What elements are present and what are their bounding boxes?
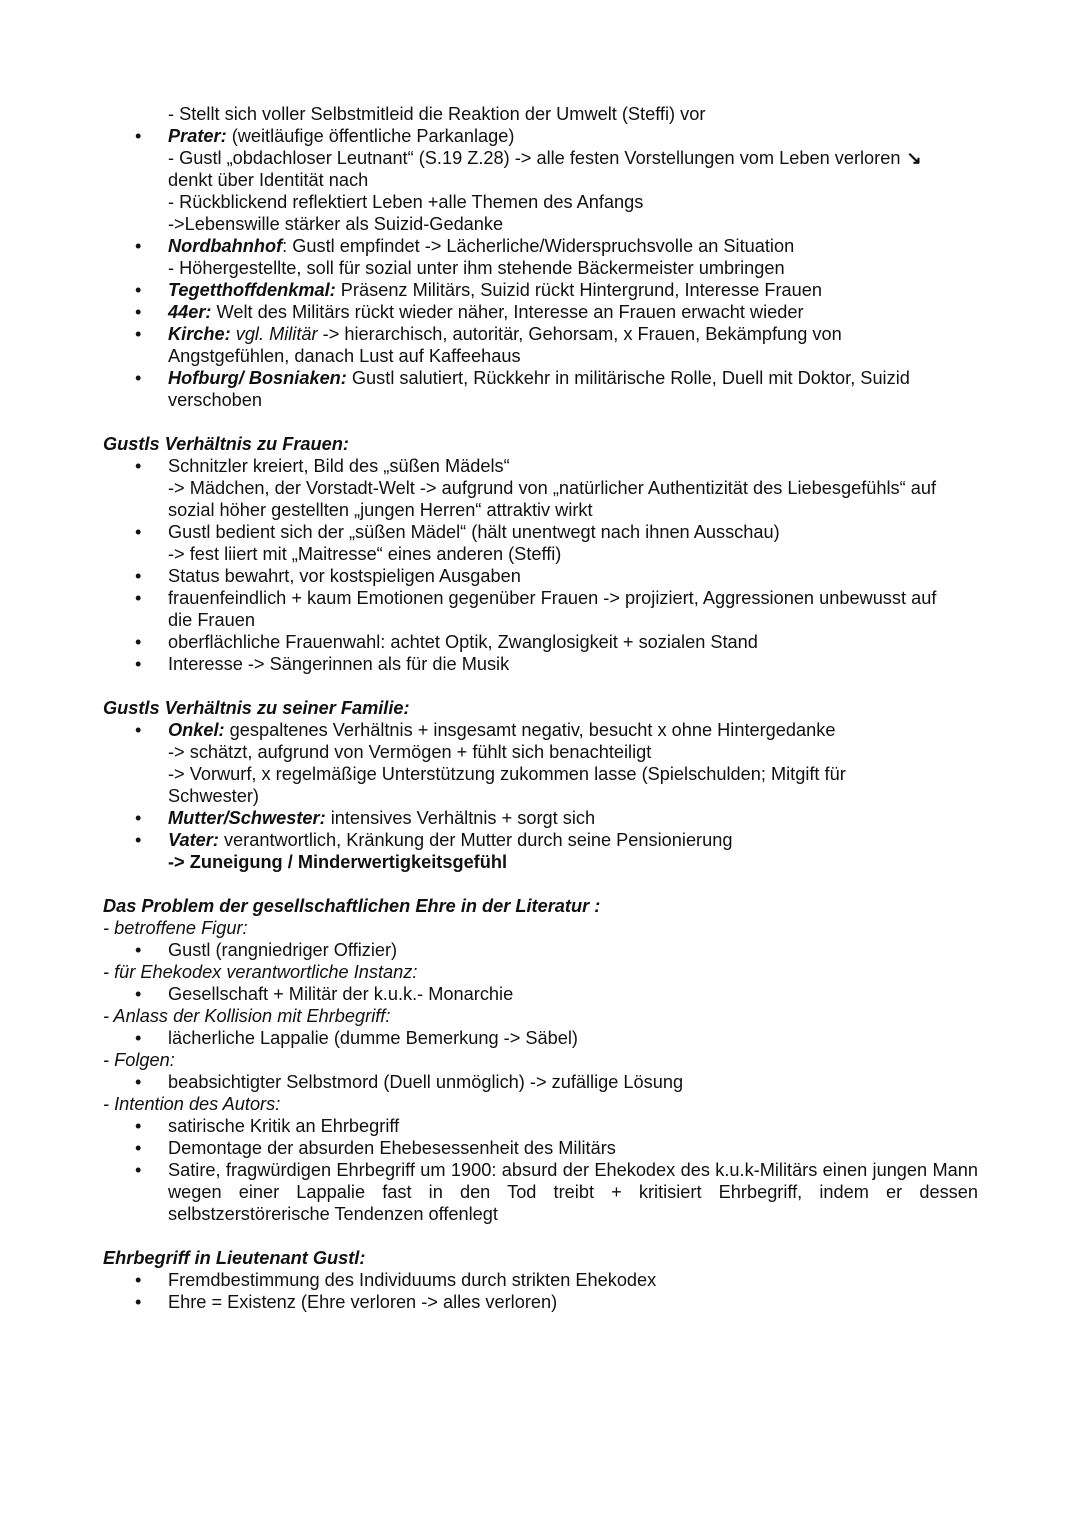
frauen-list xyxy=(103,455,978,675)
list-item: • Gustl (rangniedriger Offizier) xyxy=(103,939,978,961)
term-text: Welt des Militärs rückt wieder näher, Interesse an Frauen erwacht wieder xyxy=(211,302,804,322)
text-line: Angstgefühlen, danach Lust auf Kaffeehaus xyxy=(168,346,521,366)
text-line: - Stellt sich voller Selbstmitleid die Reaktion der Umwelt (Steffi) vor xyxy=(168,104,706,124)
list-item: • frauenfeindlich + kaum Emotionen gegenüber Frauen -> projiziert, Aggressionen unbewusst auf die Frauen xyxy=(103,587,978,631)
term-emphasis: vgl. Militär xyxy=(230,324,318,344)
section-heading-frauen: Gustls Verhältnis zu Frauen: xyxy=(103,434,349,454)
text-line: - Gustl „obdachloser Leutnant“ (S.19 Z.28) -> alle festen Vorstellungen vom Leben verloren xyxy=(168,148,901,168)
group-label: - Intention des Autors: xyxy=(103,1094,281,1114)
section-heading-familie: Gustls Verhältnis zu seiner Familie: xyxy=(103,698,410,718)
text-line: ->Lebenswille stärker als Suizid-Gedanke xyxy=(168,214,504,234)
list-item: • Ehre = Existenz (Ehre verloren -> alles verloren) xyxy=(103,1291,978,1313)
list-item: • lächerliche Lappalie (dumme Bemerkung -> Säbel) xyxy=(103,1027,978,1049)
list-item: • satirische Kritik an Ehrbegriff xyxy=(103,1115,978,1137)
locations-list xyxy=(103,103,978,411)
term-text: (weitläufige öffentliche Parkanlage) xyxy=(226,126,515,146)
list-item: • Interesse -> Sängerinnen als für die Musik xyxy=(103,653,978,675)
list-item: • Fremdbestimmung des Individuums durch strikten Ehekodex xyxy=(103,1269,978,1291)
list-item: • Schnitzler kreiert, Bild des „süßen Mädels“ -> Mädchen, der Vorstadt-Welt -> aufgrund von „natürlicher Authentizität des Liebesgefühls“ auf sozial höher gestellten „jungen Herren“ attraktiv wirkt xyxy=(103,455,978,521)
list-item: • Satire, fragwürdigen Ehrbegriff um 1900: absurd der Ehekodex des k.u.k-Militärs einen jungen Mann wegen einer Lappalie fast in den Tod treibt + kritisiert Ehrbegriff, indem er dessen selbstzerstörerische Tendenzen offenlegt xyxy=(103,1159,978,1225)
conclusion-line: -> Zuneigung / Minderwertigkeitsgefühl xyxy=(168,852,508,872)
term-label: Prater: xyxy=(168,126,227,146)
term-label: Onkel: xyxy=(168,720,225,740)
arrow-down-right-icon: ↘ xyxy=(906,148,922,168)
list-item-44er xyxy=(103,301,978,323)
term-text: Gustl salutiert, Rückkehr in militärische Rolle, Duell mit Doktor, Suizid xyxy=(346,368,910,388)
list-item-kirche xyxy=(103,323,978,367)
term-text: Präsenz Militärs, Suizid rückt Hintergrund, Interesse Frauen xyxy=(335,280,822,300)
list-item-onkel: • Onkel: gespaltenes Verhältnis + insgesamt negativ, besucht x ohne Hintergedanke -> schätzt, aufgrund von Vermögen + fühlt sich benachteiligt -> Vorwurf, x regelmäßige Unterstützung zukommen lasse (Spielschulden; Mitgift für Schwester) xyxy=(103,719,978,807)
list-item: • Demontage der absurden Ehebesessenheit des Militärs xyxy=(103,1137,978,1159)
list-item-vater xyxy=(103,829,978,873)
list-item-nordbahnhof xyxy=(103,235,978,279)
text-line: - Rückblickend reflektiert Leben +alle Themen des Anfangs xyxy=(168,192,644,212)
text-line: denkt über Identität nach xyxy=(168,170,369,190)
list-item-prater xyxy=(103,125,978,235)
list-item xyxy=(103,103,978,125)
familie-list xyxy=(103,719,978,873)
term-label: Tegetthoffdenkmal: xyxy=(168,280,336,300)
term-text: : Gustl empfindet -> Lächerliche/Widerspruchsvolle an Situation xyxy=(282,236,795,256)
list-item: • Gustl bedient sich der „süßen Mädel“ (hält unentwegt nach ihnen Ausschau) -> fest liiert mit „Maitresse“ eines anderen (Steffi) xyxy=(103,521,978,565)
list-item: • oberflächliche Frauenwahl: achtet Optik, Zwanglosigkeit + sozialen Stand xyxy=(103,631,978,653)
group-label: - Folgen: xyxy=(103,1050,175,1070)
term-label: 44er: xyxy=(168,302,212,322)
list-item-tegetthoffdenkmal xyxy=(103,279,978,301)
term-label: Hofburg/ Bosniaken: xyxy=(168,368,347,388)
group-label: - Anlass der Kollision mit Ehrbegriff: xyxy=(103,1006,391,1026)
section-heading-ehre: Das Problem der gesellschaftlichen Ehre in der Literatur : xyxy=(103,896,601,916)
term-text: gespaltenes Verhältnis + insgesamt negativ, besucht x ohne Hintergedanke xyxy=(224,720,836,740)
term-text: intensives Verhältnis + sorgt sich xyxy=(325,808,596,828)
section-heading-ehrbegriff: Ehrbegriff in Lieutenant Gustl: xyxy=(103,1248,366,1268)
group-label: - betroffene Figur: xyxy=(103,918,248,938)
group-label: - für Ehekodex verantwortliche Instanz: xyxy=(103,962,418,982)
term-text: -> hierarchisch, autoritär, Gehorsam, x Frauen, Bekämpfung von xyxy=(317,324,842,344)
list-item-hofburg xyxy=(103,367,978,411)
list-item: • Status bewahrt, vor kostspieligen Ausgaben xyxy=(103,565,978,587)
text-line: verschoben xyxy=(168,390,263,410)
list-item: • Gesellschaft + Militär der k.u.k.- Monarchie xyxy=(103,983,978,1005)
term-label: Nordbahnhof xyxy=(168,236,283,256)
list-item: • beabsichtigter Selbstmord (Duell unmöglich) -> zufällige Lösung xyxy=(103,1071,978,1093)
term-label: Mutter/Schwester: xyxy=(168,808,326,828)
list-item-mutter-schwester xyxy=(103,807,978,829)
document-content xyxy=(103,103,978,1313)
term-label: Kirche: xyxy=(168,324,231,344)
ehrbegriff-list xyxy=(103,1269,978,1313)
term-label: Vater: xyxy=(168,830,219,850)
term-text: verantwortlich, Kränkung der Mutter durch seine Pensionierung xyxy=(218,830,733,850)
text-line: - Höhergestellte, soll für sozial unter ihm stehende Bäckermeister umbringen xyxy=(168,258,785,278)
